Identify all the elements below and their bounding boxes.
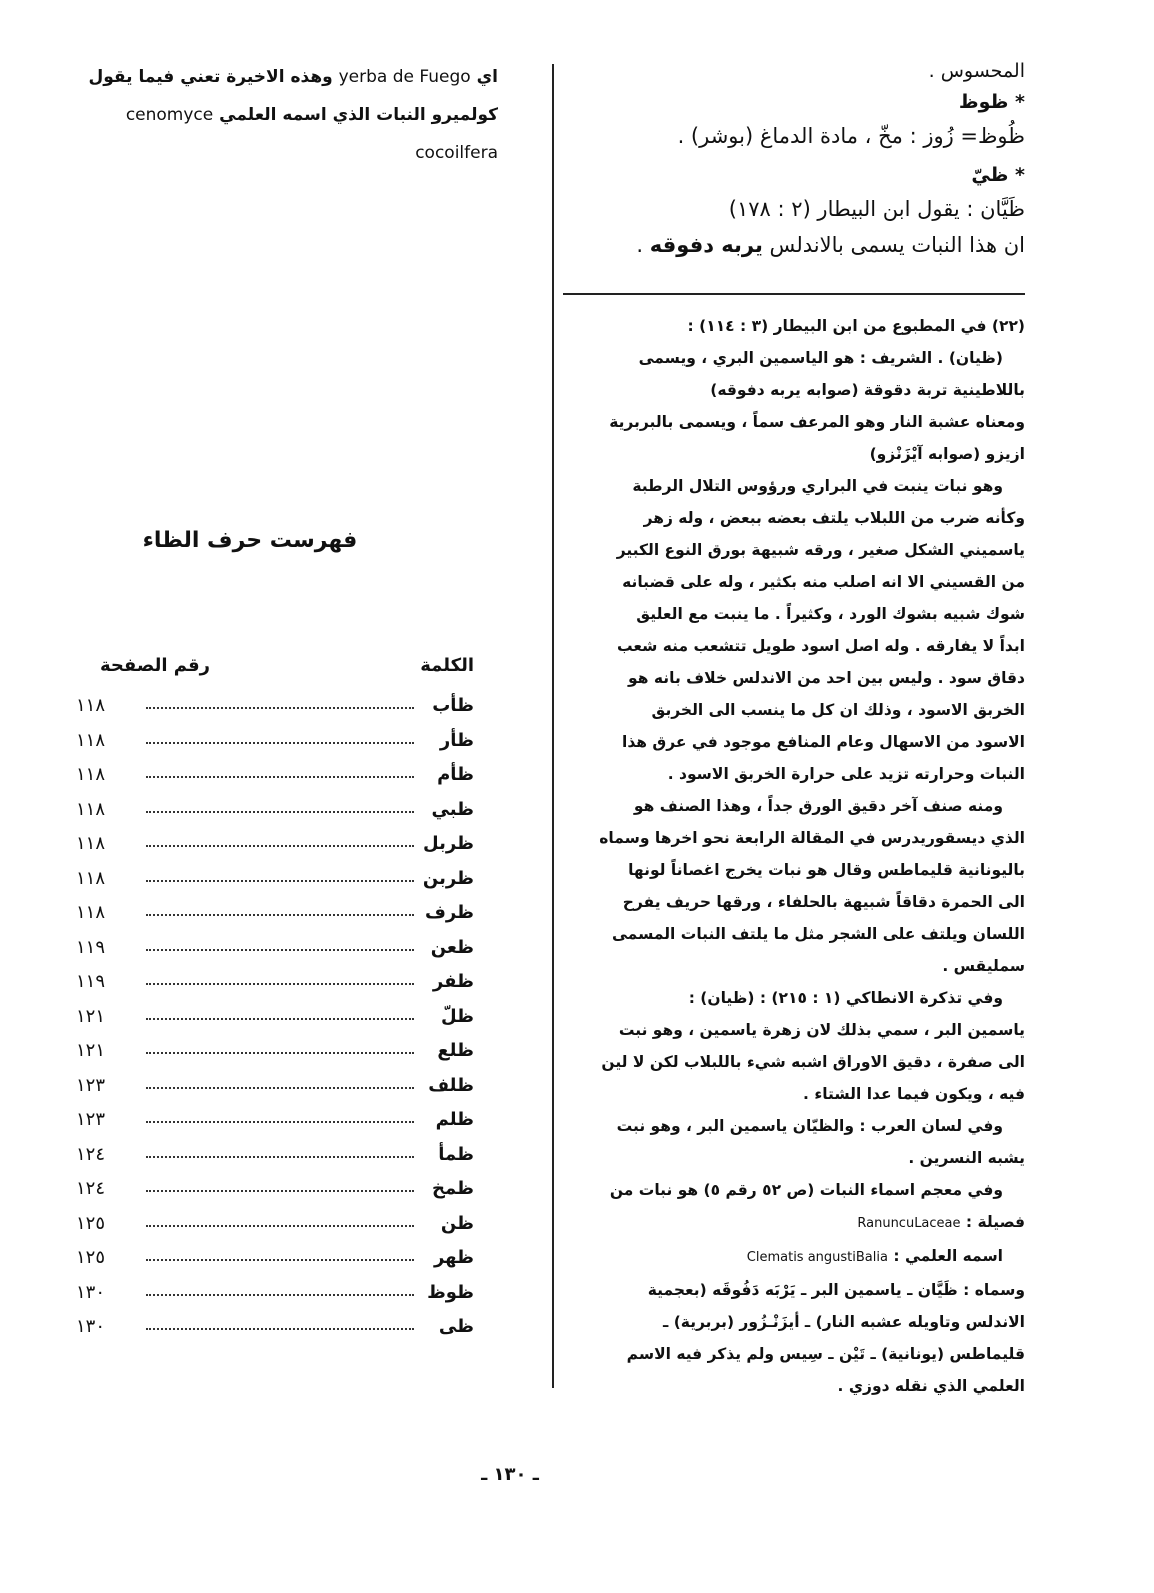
index-page-number: ١١٩ [76, 971, 106, 992]
footnote-line: الاندلس وتاويله عشبه النار) ـ أيزَنْـزُور (بربرية) ـ [663, 1313, 1025, 1331]
footnote-line: وفي تذكرة الانطاكي (١ : ٢١٥) : (ظيان) : [688, 989, 1003, 1007]
text-line: ظَيَّان : يقول ابن البيطار (٢ : ١٧٨) [728, 197, 1025, 221]
column-header-page: رقم الصفحة [100, 655, 211, 676]
index-page-number: ١٢٣ [76, 1109, 106, 1130]
index-page-number: ١١٨ [76, 764, 106, 785]
index-word: ظوظ [427, 1281, 474, 1303]
index-word: ظهر [433, 1247, 474, 1268]
footnote-line: ياسميني الشكل صغير ، ورقه شبيهة بورق النوع الكبير [616, 541, 1025, 559]
footnote-line: ومنه صنف آخر دقيق الورق جداً ، وهذا الصنف هو [633, 797, 1003, 815]
list-item [76, 1040, 474, 1075]
index-page-number: ١١٨ [76, 833, 106, 854]
bold-term: يربه دفوقه [649, 233, 763, 257]
index-word: ظمخ [432, 1178, 474, 1199]
index-word: ظأم [437, 764, 474, 785]
leader-dots [146, 1190, 414, 1192]
latin-term: cocoilfera [415, 143, 498, 163]
leader-dots [146, 776, 414, 778]
index-word: ظمأ [438, 1143, 474, 1165]
footnote-segment: اسمه العلمي : [893, 1247, 1003, 1265]
latin-term: yerba de Fuego [338, 67, 471, 87]
leader-dots [146, 845, 414, 847]
list-item [76, 1282, 474, 1317]
index-word: ظربن [422, 867, 474, 889]
index-word: ظأر [439, 729, 474, 751]
column-header-word: الكلمة [420, 655, 474, 676]
leader-dots [146, 707, 414, 709]
main-entries [560, 56, 1025, 261]
leader-dots [146, 880, 414, 882]
footnote-line: الى صفرة ، دقيق الاوراق اشبه شيء باللبلاب لكن لا لين [601, 1053, 1025, 1071]
latin-scientific-name: Clematis angustiBalia [746, 1250, 888, 1265]
index-word: ظى [438, 1316, 474, 1337]
index-word: ظعن [430, 936, 474, 958]
index-word: ظن [440, 1212, 474, 1234]
index-page-number: ١١٨ [76, 798, 106, 820]
leader-dots [146, 1294, 414, 1296]
index-title: فهرست حرف الظاء [142, 528, 358, 553]
index-page-number: ١٢٥ [76, 1247, 106, 1268]
index-page-number: ١٣٠ [76, 1281, 106, 1303]
footnote-line: قليماطس (يونانية) ـ تَيْن ـ سِيس ولم يذكر فيه الاسم [626, 1345, 1025, 1363]
footnote-line: ومعناه عشبة النار وهو المرعف سماً ، ويسمى بالبربرية [609, 413, 1025, 431]
left-continuation [78, 58, 498, 172]
index-word: ظرف [424, 902, 474, 923]
column-divider [552, 64, 554, 1388]
index-word: ظفر [432, 971, 474, 992]
footnote-line: الخربق الاسود ، وذلك ان كل ما ينسب الى الخربق [651, 701, 1025, 719]
text-segment: وهذه الاخيرة تعني فيما يقول [88, 67, 333, 87]
footnote-segment: فصيلة : [965, 1213, 1025, 1231]
leader-dots [146, 1018, 414, 1020]
list-item [76, 695, 474, 730]
index-page-number: ١٢١ [76, 1005, 106, 1027]
text-line [78, 58, 498, 96]
text-segment: ان هذا النبات يسمى بالاندلس [769, 233, 1025, 257]
text-segment: . [636, 233, 644, 257]
index-page-number: ١١٨ [76, 902, 106, 923]
footnote-line [563, 1240, 1025, 1274]
leader-dots [146, 811, 414, 813]
leader-dots [146, 1156, 414, 1158]
text-line: المحسوس . [928, 60, 1025, 82]
index-word: ظلف [428, 1074, 474, 1096]
list-item [76, 764, 474, 799]
index-header [90, 655, 474, 689]
footnote-line: وفي معجم اسماء النبات (ص ٥٢ رقم ٥) هو نبات من [609, 1181, 1003, 1199]
text-line: ظُوظ= زُوز : مخّ ، مادة الدماغ (بوشر) . [677, 124, 1025, 148]
text-segment: كولميرو النبات الذي اسمه العلمي [219, 105, 498, 125]
footnote-line: دقاق سود . وليس بين احد من الاندلس خلاف بانه هو [628, 669, 1025, 687]
footnote-line: ابداً لا يفارقه . وله اصل اسود طويل تتشعب منه شعب [616, 637, 1025, 655]
index-page-number: ١٢٣ [76, 1074, 106, 1096]
index-word: ظربل [423, 833, 474, 854]
footnote-line: من القسيني الا انه اصلب منه بكثير ، وله على قضبانه [622, 573, 1025, 591]
footnote-line: النبات وحرارته تزيد على حرارة الخربق الاسود . [667, 765, 1025, 783]
latin-family-name: RanuncuLaceae [857, 1216, 961, 1231]
list-item [76, 1178, 474, 1213]
footnote-line: الاسود من الاسهال وعام المنافع موجود في عرق هذا [622, 733, 1025, 751]
index-word: ظلع [437, 1040, 474, 1061]
index-word: ظبي [431, 798, 474, 820]
footnote-line: سمليقس . [942, 957, 1025, 975]
list-item [76, 730, 474, 765]
footnote [563, 310, 1025, 1402]
footnote-line: فيه ، ويكون فيما عدا الشتاء . [803, 1085, 1025, 1103]
footnote-line [563, 1206, 1025, 1240]
index-page-number: ١٣٠ [76, 1316, 106, 1337]
list-item [76, 902, 474, 937]
list-item [76, 937, 474, 972]
list-item [76, 1247, 474, 1282]
footnote-line: وهو نبات ينبت في البراري ورؤوس التلال الرطبة [632, 477, 1003, 495]
list-item [76, 1213, 474, 1248]
footnote-line: العلمي الذي نقله دوزي . [837, 1377, 1025, 1395]
index-page-number: ١٢٤ [76, 1143, 106, 1165]
footnote-line: باللاطينية تربة دقوقة (صوابه يربه دفوقه) [710, 381, 1025, 399]
footnote-line: باليونانية قليماطس وقال هو نبات يخرج اغصاناً لونها [628, 861, 1025, 879]
index-page-number: ١١٨ [76, 695, 106, 716]
entry-heading: * ظوظ [958, 91, 1025, 113]
footnote-line: شوك شبيه بشوك الورد ، وكثيراً . ما ينبت مع العليق [636, 605, 1025, 623]
footnote-line: الذي ديسقوريدرس في المقالة الرابعة نحو اخرها وسماه [599, 829, 1025, 847]
footnote-line: الى الحمرة دقاقاً شبيهة بالحلفاء ، ورقها حريف يفرح [622, 893, 1025, 911]
list-item [76, 833, 474, 868]
leader-dots [146, 1328, 414, 1330]
index-list [76, 695, 474, 1351]
leader-dots [146, 1121, 414, 1123]
leader-dots [146, 1052, 414, 1054]
index-page-number: ١٢٤ [76, 1178, 106, 1199]
leader-dots [146, 1087, 414, 1089]
footnote-line: وفي لسان العرب : والظيّان ياسمين البر ، وهو نبت [616, 1117, 1003, 1135]
list-item [76, 1109, 474, 1144]
footnote-line: (ظيان) . الشريف : هو الياسمين البري ، ويسمى [638, 349, 1003, 367]
text-line [78, 134, 498, 172]
index-page-number: ١٢٥ [76, 1212, 106, 1234]
index-page-number: ١١٨ [76, 867, 106, 889]
leader-dots [146, 949, 414, 951]
footnote-line: يشبه النسرين . [908, 1149, 1025, 1167]
text-line [560, 229, 1025, 261]
page-number: ـ ١٣٠ ـ [481, 1464, 539, 1485]
list-item [76, 1144, 474, 1179]
list-item [76, 799, 474, 834]
text-line [78, 96, 498, 134]
footnote-separator [563, 293, 1025, 295]
index-word: ظلم [435, 1109, 474, 1130]
leader-dots [146, 914, 414, 916]
list-item [76, 1075, 474, 1110]
leader-dots [146, 742, 414, 744]
index-word: ظلّ [440, 1005, 474, 1027]
index-page-number: ١١٩ [76, 936, 106, 958]
index-word: ظأب [432, 695, 474, 716]
index-page-number: ١٢١ [76, 1040, 106, 1061]
entry-heading: * ظيّ [971, 164, 1025, 186]
footnote-line: وسماه : ظَيَّان ـ ياسمين البر ـ يَرْبَه دَفُوقَه (بعجمية [647, 1281, 1025, 1299]
latin-term: cenomyce [125, 105, 214, 125]
leader-dots [146, 1225, 414, 1227]
index-page-number: ١١٨ [76, 729, 106, 751]
footnote-line: وكأنه ضرب من اللبلاب يلتف بعضه ببعض ، وله زهر [643, 509, 1025, 527]
text-segment: اي [476, 67, 498, 87]
list-item [76, 1006, 474, 1041]
footnote-line: ياسمين البر ، سمي بذلك لان زهرة ياسمين ، وهو نبت [618, 1021, 1025, 1039]
list-item [76, 1316, 474, 1351]
leader-dots [146, 983, 414, 985]
footnote-line: ازيزو (صوابه آيْزَنْزو) [869, 445, 1025, 463]
leader-dots [146, 1259, 414, 1261]
footnote-line: (٢٢) في المطبوع من ابن البيطار (٣ : ١١٤) : [687, 317, 1025, 335]
list-item [76, 868, 474, 903]
list-item [76, 971, 474, 1006]
footnote-line: اللسان ويلتف على الشجر مثل ما يلتف النبات المسمى [612, 925, 1025, 943]
